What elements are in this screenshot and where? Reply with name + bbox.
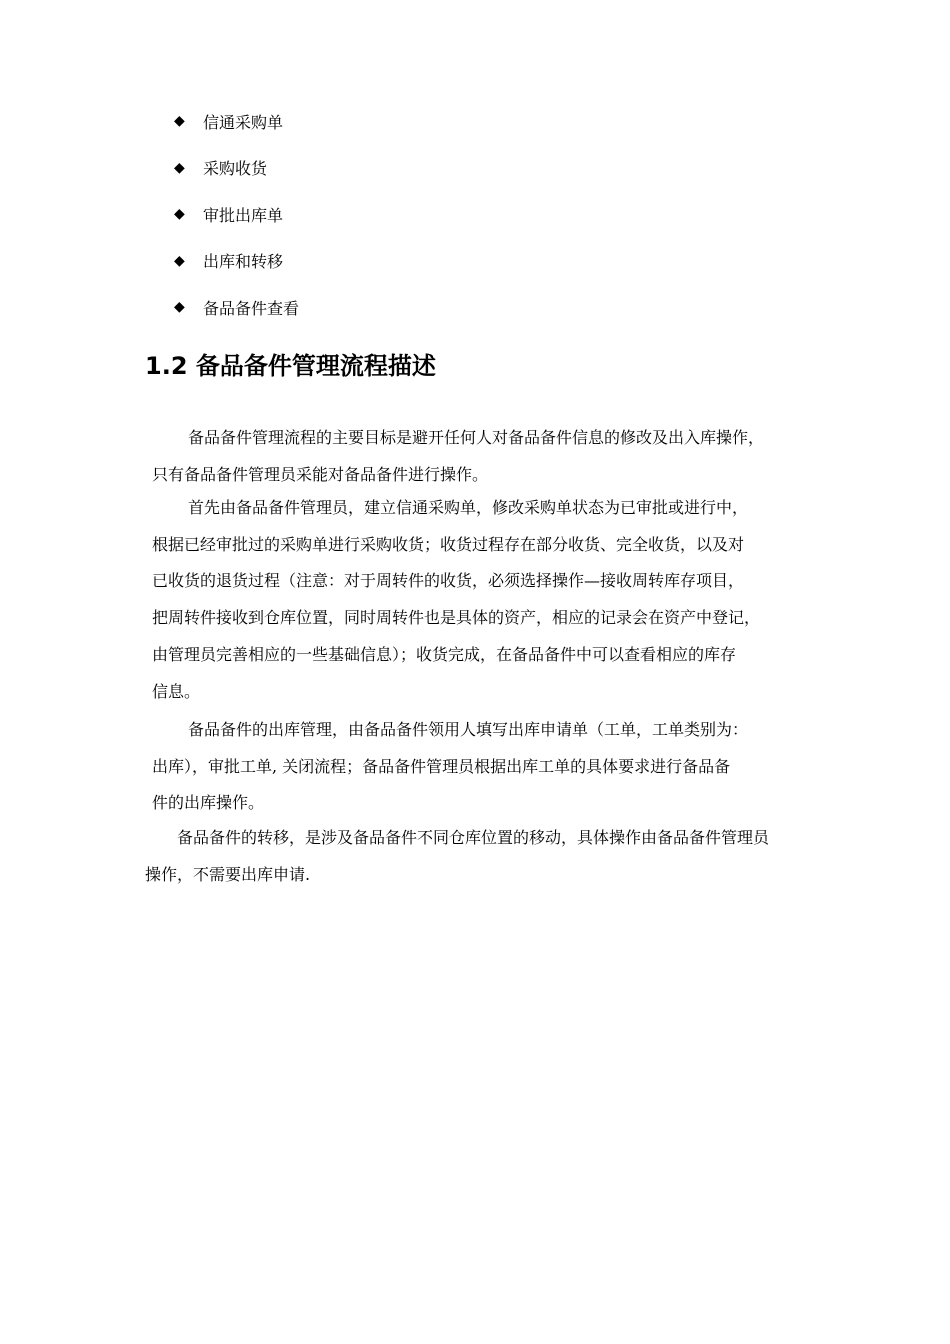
- paragraph-line: 只有备品备件管理员采能对备品备件进行操作。: [152, 464, 489, 484]
- list-item: [174, 284, 299, 331]
- paragraph-line: 信息。: [152, 681, 201, 701]
- paragraph-line: 首先由备品备件管理员，建立信通采购单，修改采购单状态为已审批或进行中，: [188, 498, 749, 517]
- list-item: [174, 98, 299, 145]
- diamond-bullet-icon: ◆: [174, 159, 185, 176]
- paragraph-transfer: [145, 820, 769, 893]
- diamond-bullet-icon: ◆: [174, 206, 185, 223]
- paragraph-line: 由管理员完善相应的一些基础信息）；收货完成，在备品备件中可以查看相应的库存: [152, 644, 737, 664]
- diamond-bullet-icon: ◆: [174, 252, 185, 269]
- bullet-list: [174, 98, 299, 331]
- paragraph-line: 根据已经审批过的采购单进行采购收货；收货过程存在部分收货、完全收货，以及对: [152, 534, 745, 554]
- list-item: [174, 191, 299, 238]
- list-item-text: 备品备件查看: [203, 298, 300, 318]
- paragraph-goal: [152, 420, 764, 493]
- paragraph-line: 出库），审批工单, 关闭流程；备品备件管理员根据出库工单的具体要求进行备品备: [152, 756, 731, 776]
- paragraph-procurement: [152, 490, 760, 710]
- paragraph-line: 已收货的退货过程（注意：对于周转件的收货，必须选择操作—接收周转库存项目，: [152, 571, 745, 591]
- paragraph-line: 把周转件接收到仓库位置，同时周转件也是具体的资产，相应的记录会在资产中登记，: [152, 608, 761, 628]
- list-item-text: 出库和转移: [203, 252, 284, 272]
- diamond-bullet-icon: ◆: [174, 299, 185, 316]
- list-item-text: 信通采购单: [203, 112, 284, 132]
- paragraph-line: 操作，不需要出库申请.: [145, 864, 311, 884]
- paragraph-line: 件的出库操作。: [152, 793, 265, 813]
- paragraph-line: 备品备件的出库管理，由备品备件领用人填写出库申请单（工单，工单类别为：: [188, 720, 749, 739]
- list-item: [174, 238, 299, 285]
- section-heading: 1.2 备品备件管理流程描述: [145, 352, 436, 380]
- list-item: [174, 145, 299, 192]
- paragraph-line: 备品备件管理流程的主要目标是避开任何人对备品备件信息的修改及出入库操作，: [188, 428, 765, 447]
- paragraph-line: 备品备件的转移，是涉及备品备件不同仓库位置的移动，具体操作由备品备件管理员: [177, 828, 770, 847]
- list-item-text: 采购收货: [203, 159, 268, 179]
- paragraph-outbound: [152, 712, 748, 822]
- diamond-bullet-icon: ◆: [174, 113, 185, 130]
- list-item-text: 审批出库单: [203, 205, 284, 225]
